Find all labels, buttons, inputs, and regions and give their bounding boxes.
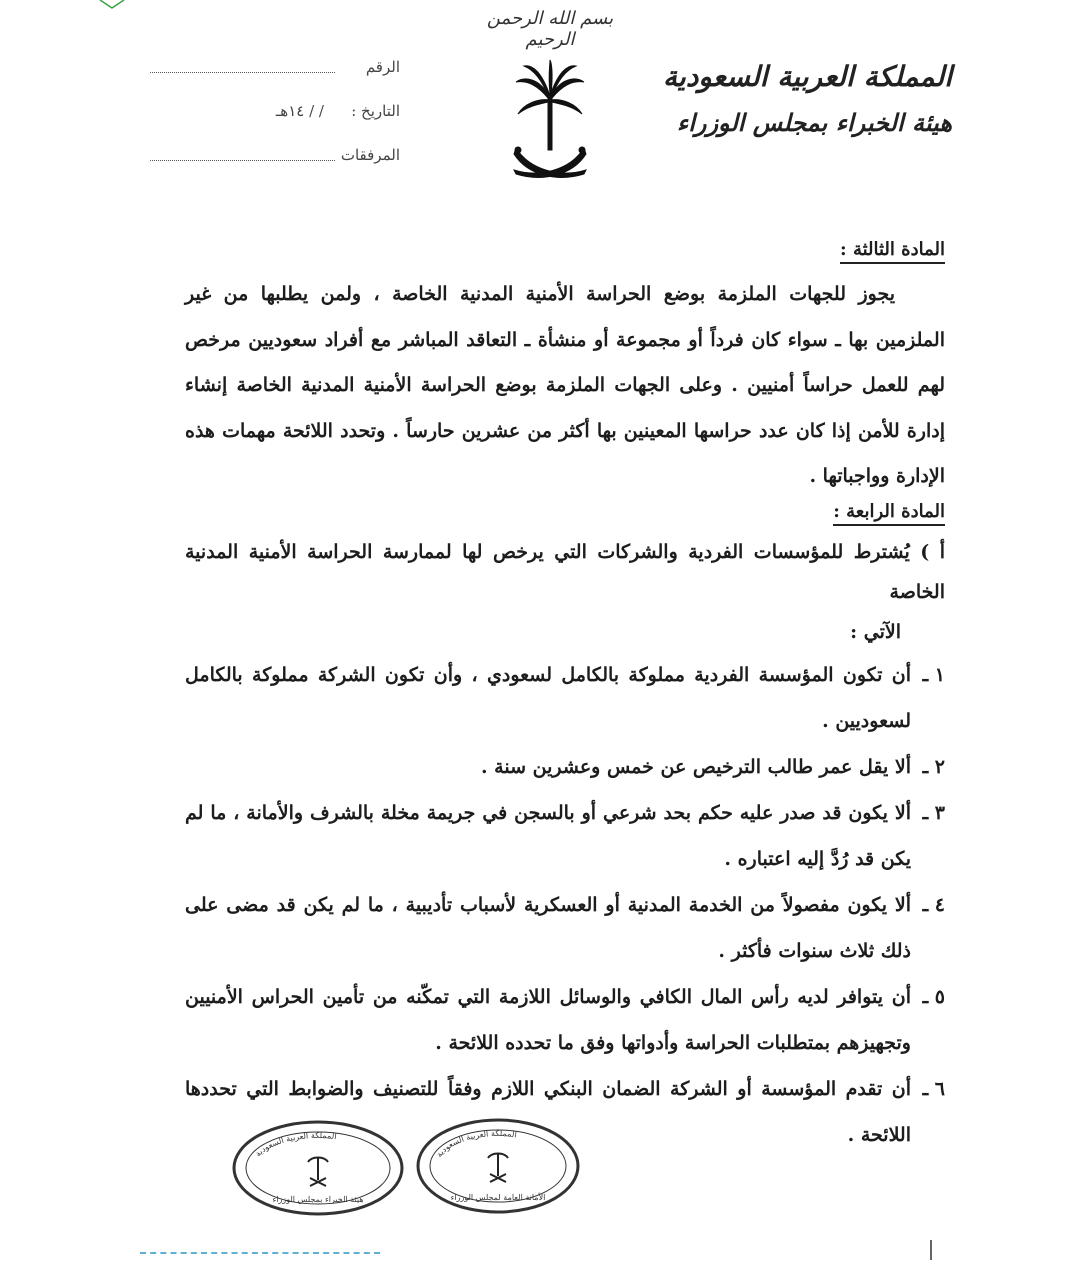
list-item — [185, 790, 945, 882]
list-item-text: أن تقدم المؤسسة أو الشركة الضمان البنكي اللازم وفقاً للتصنيف والضوابط التي تحددها اللائحة . — [185, 1077, 911, 1146]
svg-text:المملكة العربية السعودية: المملكة العربية السعودية — [253, 1130, 338, 1159]
list-item-text: ألا يكون قد صدر عليه حكم بحد شرعي أو بالسجن في جريمة مخلة بالشرف والأمانة ، ما لم يكن قد رُدَّ إليه اعتباره . — [185, 801, 911, 870]
list-item — [185, 652, 945, 744]
reference-number-label: الرقم — [365, 58, 400, 76]
list-item-number: ١ ـ — [922, 663, 945, 686]
footer-decoration — [140, 1252, 380, 1260]
conditions-list — [185, 652, 945, 1158]
list-item — [185, 744, 945, 790]
svg-text:الأمانة العامة لمجلس الوزراء: الأمانة العامة لمجلس الوزراء — [450, 1193, 546, 1202]
svg-text:المملكة العربية السعودية: المملكة العربية السعودية — [434, 1128, 518, 1159]
seal-left-icon — [234, 1122, 402, 1214]
article-3-body: يجوز للجهات الملزمة بوضع الحراسة الأمنية المدنية الخاصة ، ولمن يطلبها من غير الملزمين بها ـ سواء كان فرداً أو مجموعة أو منشأة ـ التعاقد المباشر مع أفراد سعوديين مرخص لهم للعمل حراساً أمنيين . وعلى الجهات الملزمة بوضع الحراسة الأمنية المدنية الخاصة إنشاء إدارة للأمن إذا كان عدد حراسها المعينين بها أكثر من عشرين حارساً . وتحدد اللائحة مهمات هذه الإدارة وواجباتها . — [185, 283, 945, 487]
list-item-text: أن تكون المؤسسة الفردية مملوكة بالكامل لسعودي ، وأن تكون الشركة مملوكة بالكامل لسعوديين . — [185, 663, 911, 732]
kingdom-title: المملكة العربية السعودية — [663, 60, 952, 93]
list-item-number: ٢ ـ — [922, 755, 945, 778]
list-item-number: ٣ ـ — [922, 801, 945, 824]
palm-swords-emblem-icon — [510, 58, 590, 188]
article-4-heading: المادة الرابعة : — [833, 501, 945, 526]
article-4-intro — [185, 532, 945, 612]
date-row — [140, 102, 400, 146]
list-item-text: ألا يكون مفصولاً من الخدمة المدنية أو العسكرية لأسباب تأديبية ، ما لم يكن قد مضى على ذلك ثلاث سنوات فأكثر . — [185, 893, 911, 962]
authority-title: هيئة الخبراء بمجلس الوزراء — [676, 108, 952, 137]
basmala: بسم الله الرحمن الرحيم — [486, 8, 614, 50]
date-value: / / ١٤هـ — [275, 102, 324, 120]
article-3-heading: المادة الثالثة : — [840, 239, 945, 264]
list-item-number: ٦ ـ — [922, 1077, 945, 1100]
list-item — [185, 974, 945, 1066]
attachments-label: المرفقات — [340, 146, 400, 164]
list-item-text: ألا يقل عمر طالب الترخيص عن خمس وعشرين سنة . — [480, 755, 911, 778]
reference-number-row — [140, 58, 400, 102]
scan-corner-mark — [0, 0, 130, 10]
seal-right-icon — [418, 1120, 578, 1212]
attachments-row — [140, 146, 400, 190]
document-body — [185, 238, 945, 1158]
article-4-intro-text: يُشترط للمؤسسات الفردية والشركات التي يرخص لها لممارسة الحراسة الأمنية المدنية الخاصة — [185, 540, 945, 603]
footer-mark — [930, 1240, 936, 1260]
svg-text:هيئة الخبراء بمجلس الوزراء: هيئة الخبراء بمجلس الوزراء — [272, 1195, 364, 1204]
list-item-text: أن يتوافر لديه رأس المال الكافي والوسائل اللازمة التي تمكّنه من تأمين الحراس الأمنيين وتجهيزهم بمتطلبات الحراسة وأدواتها وفق ما تحدده اللائحة . — [185, 985, 911, 1054]
list-item-number: ٥ ـ — [922, 985, 945, 1008]
reference-block — [140, 58, 400, 190]
article-4-intro-prefix: أ ) — [920, 540, 945, 563]
list-item-number: ٤ ـ — [922, 893, 945, 916]
article-4-intro-continuation: الآتي : — [850, 620, 901, 643]
attachments-line — [150, 160, 335, 161]
list-item — [185, 882, 945, 974]
date-label: التاريخ : — [351, 102, 400, 120]
reference-number-line — [150, 72, 335, 73]
official-seals — [232, 1118, 592, 1218]
